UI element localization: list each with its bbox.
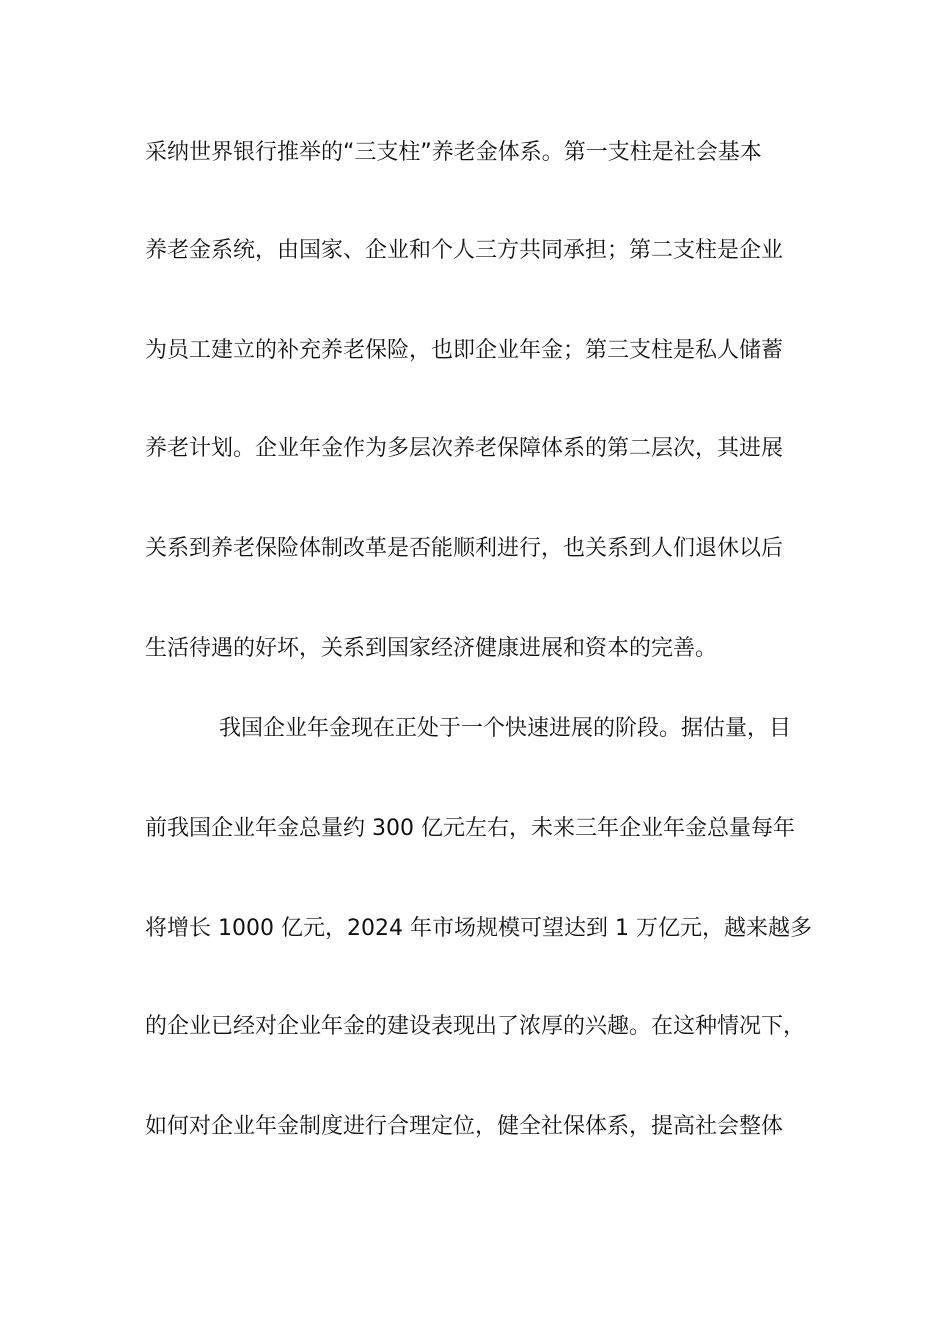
paragraph-line: 前我国企业年金总量约 300 亿元左右，未来三年企业年金总量每年 [145, 816, 795, 841]
paragraph-line: 如何对企业年金制度进行合理定位，健全社保体系，提高社会整体 [145, 1114, 784, 1139]
paragraph-line: 采纳世界银行推举的“三支柱”养老金体系。第一支柱是社会基本 [145, 140, 762, 165]
paragraph-line: 生活待遇的好坏，关系到国家经济健康进展和资本的完善。 [145, 636, 718, 661]
paragraph-line: 为员工建立的补充养老保险，也即企业年金；第三支柱是私人储蓄 [145, 338, 784, 363]
paragraph-line: 将增长 1000 亿元，2024 年市场规模可望达到 1 万亿元，越来越多 [145, 916, 812, 941]
paragraph-line: 养老计划。企业年金作为多层次养老保障体系的第二层次，其进展 [145, 436, 784, 461]
paragraph-line-indented: 我国企业年金现在正处于一个快速进展的阶段。据估量，目 [219, 716, 792, 741]
paragraph-line: 的企业已经对企业年金的建设表现出了浓厚的兴趣。在这种情况下， [145, 1014, 806, 1039]
paragraph-line: 养老金系统，由国家、企业和个人三方共同承担；第二支柱是企业 [145, 238, 784, 263]
paragraph-line: 关系到养老保险体制改革是否能顺利进行，也关系到人们退休以后 [145, 536, 784, 561]
